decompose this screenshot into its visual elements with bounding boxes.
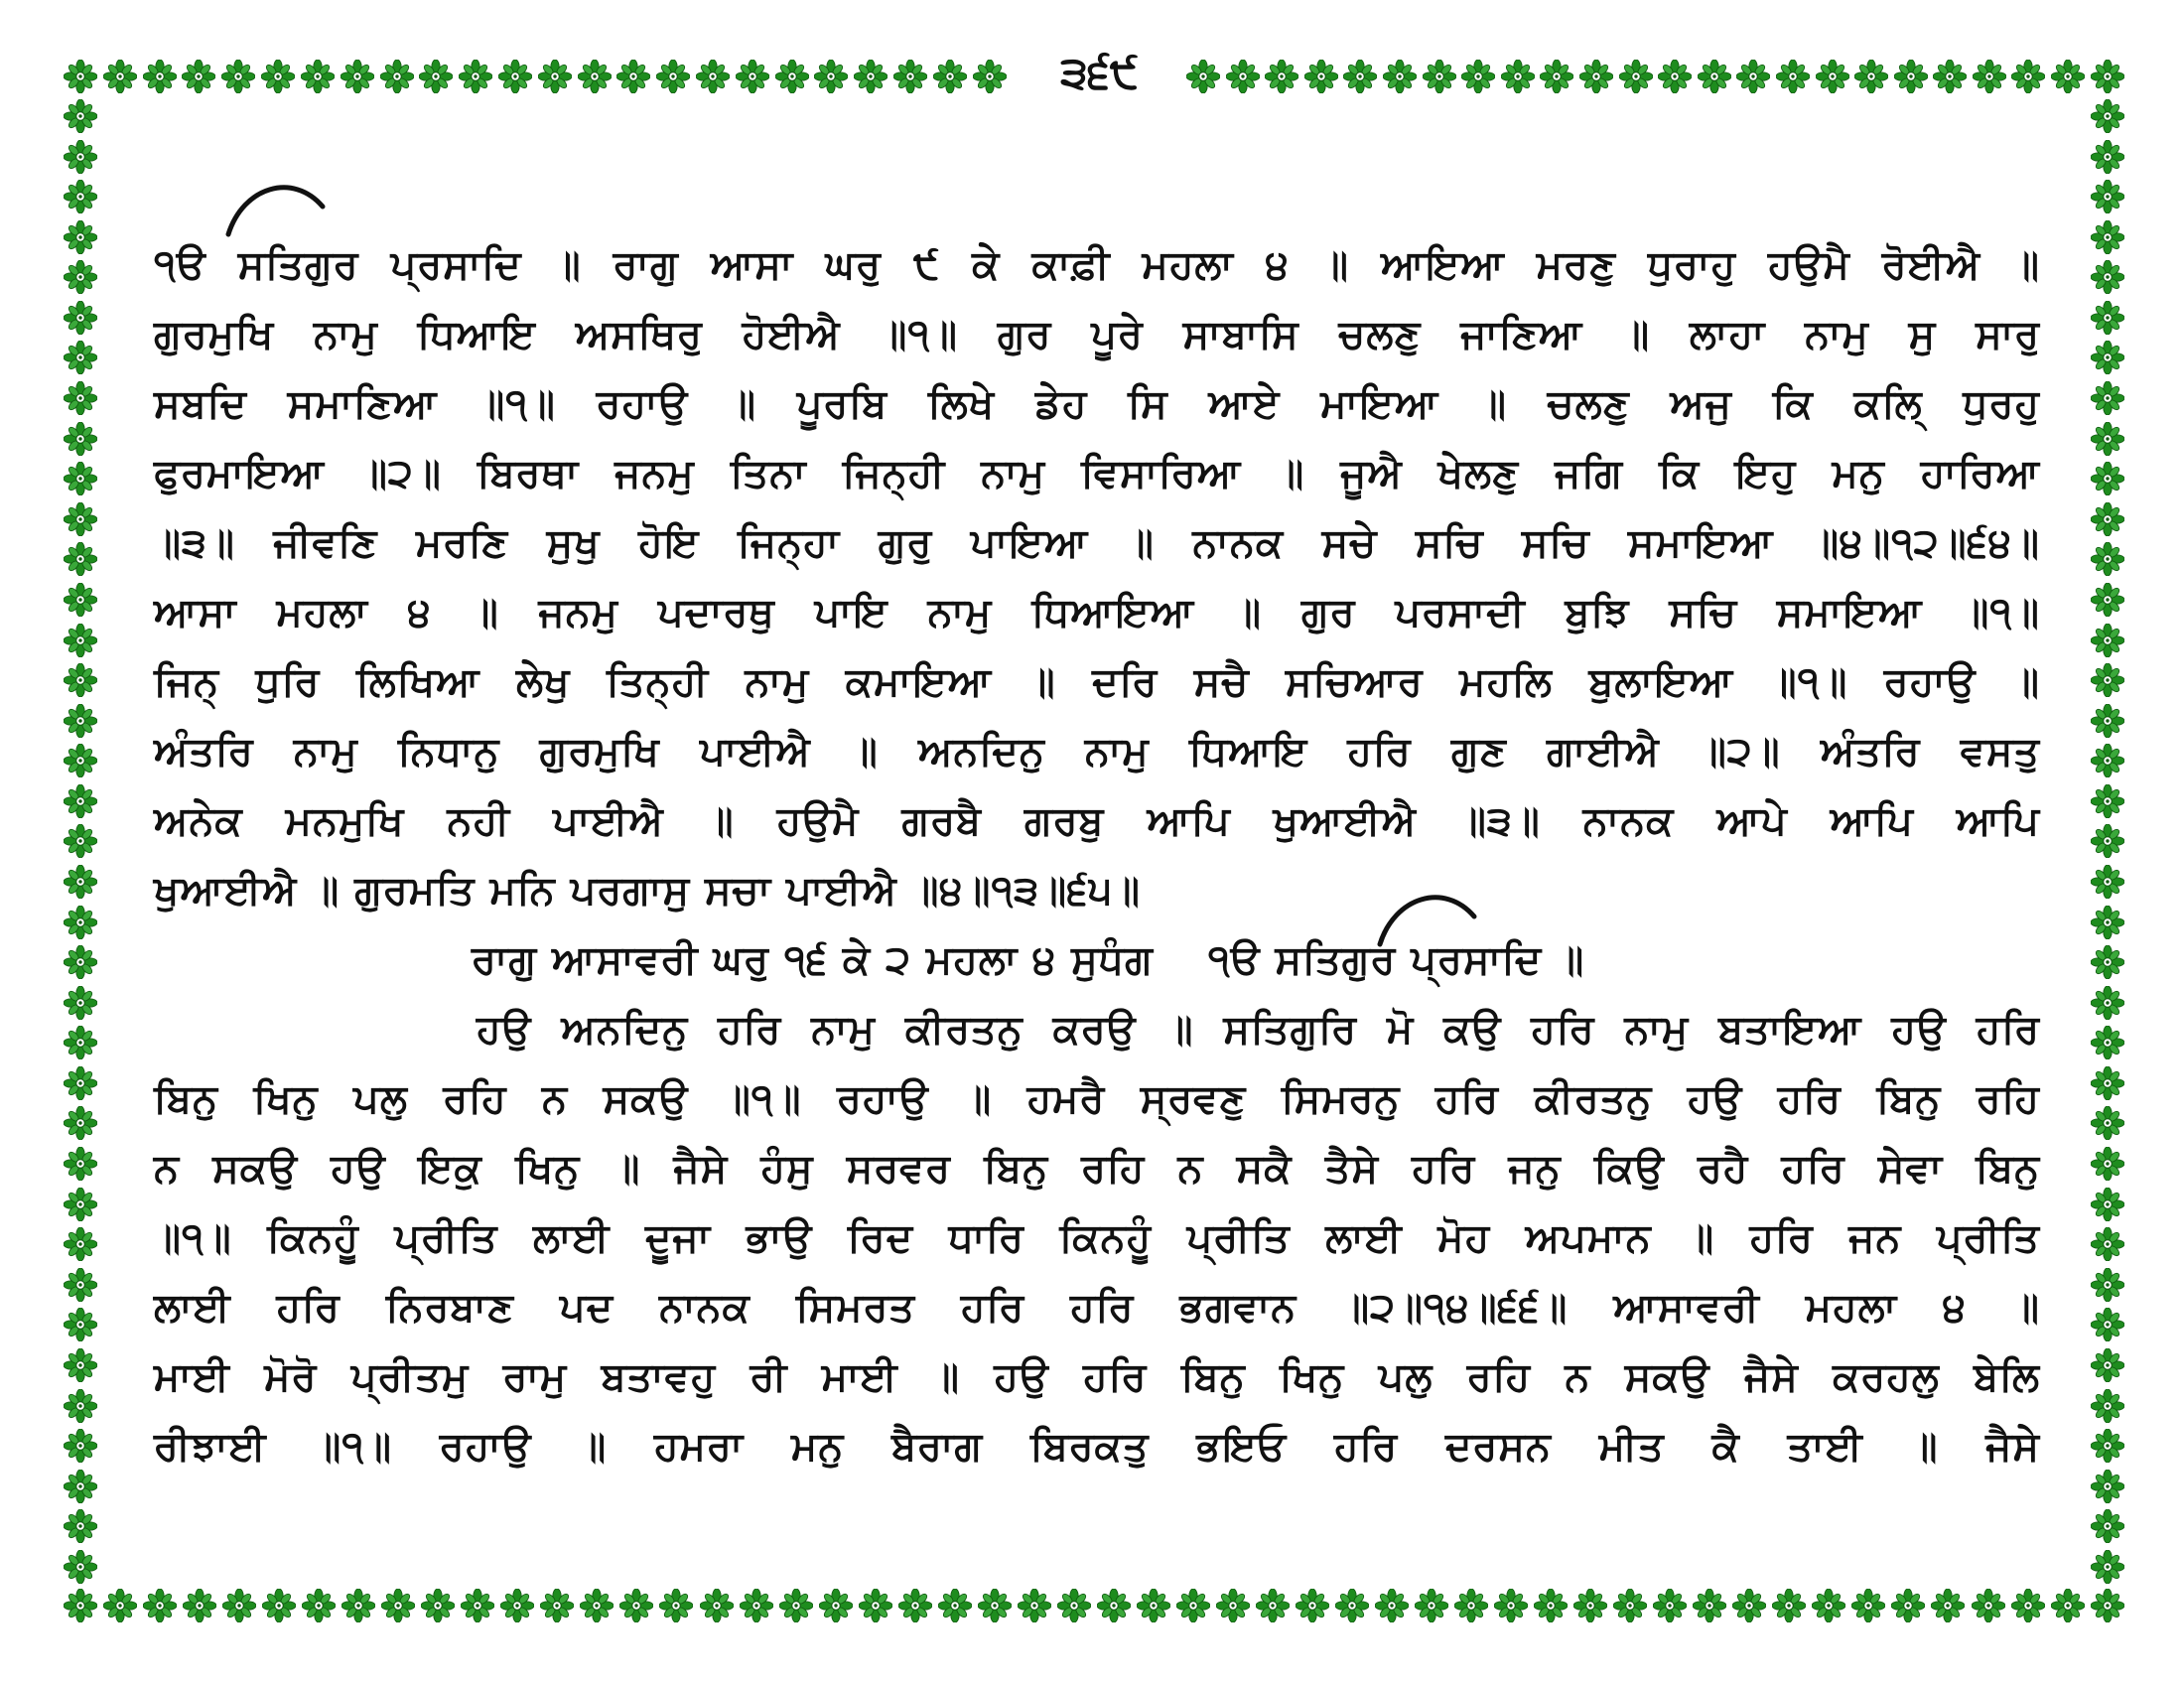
flower-ornament-icon <box>775 60 809 93</box>
flower-ornament-icon <box>301 60 335 93</box>
flower-ornament-icon <box>1693 1589 1726 1622</box>
flower-ornament-icon <box>64 1389 97 1423</box>
flower-ornament-icon <box>64 220 97 254</box>
flower-ornament-icon <box>1933 60 1967 93</box>
flower-ornament-icon <box>64 1227 97 1261</box>
flower-ornament-icon <box>2091 1106 2124 1140</box>
flower-ornament-icon <box>1226 60 1260 93</box>
flower-ornament-icon <box>1216 1589 1250 1622</box>
flower-ornament-icon <box>2091 1227 2124 1261</box>
flower-ornament-icon <box>2091 906 2124 939</box>
raag-heading-title: ਰਾਗੁ ਆਸਾਵਰੀ ਘਰੁ ੧੬ ਕੇ ੨ ਮਹਲਾ ੪ ਸੁਧੰਗ <box>472 937 1154 983</box>
flower-ornament-icon <box>1812 1589 1845 1622</box>
flower-ornament-icon <box>1097 1589 1131 1622</box>
flower-ornament-icon <box>2091 583 2124 617</box>
flower-ornament-icon <box>898 1589 932 1622</box>
flower-ornament-icon <box>2091 1147 2124 1181</box>
text-line: ਲਾਈ ਹਰਿ ਨਿਰਬਾਣ ਪਦ ਨਾਨਕ ਸਿਮਰਤ ਹਰਿ ਹਰਿ ਭਗਵਾਨ ॥੨॥੧੪॥੬੬॥ ਆਸਾਵਰੀ ਮਹਲਾ ੪ ॥ <box>154 1285 2040 1331</box>
flower-ornament-icon <box>2091 260 2124 294</box>
flower-ornament-icon <box>64 583 97 617</box>
text-line: ਗੁਰਮੁਖਿ ਨਾਮੁ ਧਿਆਇ ਅਸਥਿਰੁ ਹੋਈਐ ॥੧॥ ਗੁਰ ਪੂਰੇ ਸਾਬਾਸਿ ਚਲਣੁ ਜਾਣਿਆ ॥ ਲਾਹਾ ਨਾਮੁ ਸੁ ਸਾਰੁ <box>154 312 2040 357</box>
flower-ornament-icon <box>1296 1589 1329 1622</box>
flower-ornament-icon <box>64 422 97 456</box>
text-line: ॥੩॥ ਜੀਵਣਿ ਮਰਣਿ ਸੁਖੁ ਹੋਇ ਜਿਨ੍ਹਾ ਗੁਰੁ ਪਾਇਆ ॥ ਨਾਨਕ ਸਚੇ ਸਚਿ ਸਚਿ ਸਮਾਇਆ ॥੪॥੧੨॥੬੪॥ <box>154 520 2040 566</box>
flower-ornament-icon <box>1772 1589 1806 1622</box>
flower-ornament-icon <box>1383 60 1417 93</box>
flower-ornament-icon <box>143 60 177 93</box>
flower-ornament-icon <box>2091 381 2124 415</box>
flower-ornament-icon <box>64 1026 97 1059</box>
flower-ornament-icon <box>1736 60 1770 93</box>
flower-ornament-icon <box>64 663 97 697</box>
flower-ornament-icon <box>64 1188 97 1221</box>
flower-ornament-icon <box>381 1589 415 1622</box>
flower-ornament-icon <box>1579 60 1613 93</box>
flower-ornament-icon <box>1851 1589 1885 1622</box>
flower-ornament-icon <box>302 1589 336 1622</box>
flower-ornament-icon <box>1973 60 2006 93</box>
flower-ornament-icon <box>1573 1589 1607 1622</box>
text-line: ਅੰਤਰਿ ਨਾਮੁ ਨਿਧਾਨੁ ਗੁਰਮੁਖਿ ਪਾਈਐ ॥ ਅਨਦਿਨੁ ਨਾਮੁ ਧਿਆਇ ਹਰਿ ਗੁਣ ਗਾਈਐ ॥੨॥ ਅੰਤਰਿ ਵਸਤੁ <box>154 729 2040 774</box>
text-line: ਸਬਦਿ ਸਮਾਣਿਆ ॥੧॥ ਰਹਾਉ ॥ ਪੂਰਬਿ ਲਿਖੇ ਡੇਹ ਸਿ ਆਏ ਮਾਇਆ ॥ ਚਲਣੁ ਅਜੁ ਕਿ ਕਲਿ੍ ਧੁਰਹੁ <box>154 381 2040 427</box>
flower-ornament-icon <box>1776 60 1810 93</box>
flower-ornament-icon <box>978 1589 1012 1622</box>
flower-ornament-icon <box>143 1589 177 1622</box>
flower-ornament-icon <box>1057 1589 1091 1622</box>
flower-ornament-icon <box>700 1589 734 1622</box>
flower-ornament-icon <box>1176 1589 1210 1622</box>
flower-ornament-icon <box>64 1147 97 1181</box>
top-border-right <box>1186 60 2124 93</box>
flower-ornament-icon <box>1698 60 1731 93</box>
flower-ornament-icon <box>578 60 612 93</box>
flower-ornament-icon <box>64 865 97 899</box>
flower-ornament-icon <box>819 1589 853 1622</box>
flower-ornament-icon <box>1415 1589 1448 1622</box>
flower-ornament-icon <box>580 1589 614 1622</box>
text-line: ॥੧॥ ਕਿਨਹੂੰ ਪ੍ਰੀਤਿ ਲਾਈ ਦੂਜਾ ਭਾਉ ਰਿਦ ਧਾਰਿ ਕਿਨਹੂੰ ਪ੍ਰੀਤਿ ਲਾਈ ਮੋਹ ਅਪਮਾਨ ॥ ਹਰਿ ਜਨ ਪ੍ਰੀਤਿ <box>154 1215 2040 1261</box>
text-line: ਹਉ ਅਨਦਿਨੁ ਹਰਿ ਨਾਮੁ ਕੀਰਤਨੁ ਕਰਉ ॥ ਸਤਿਗੁਰਿ ਮੋ ਕਉ ਹਰਿ ਨਾਮੁ ਬਤਾਇਆ ਹਉ ਹਰਿ <box>477 1007 2040 1053</box>
flower-ornament-icon <box>2011 60 2045 93</box>
flower-ornament-icon <box>538 60 572 93</box>
flower-ornament-icon <box>2091 704 2124 738</box>
text-line: ਅਨੇਕ ਮਨਮੁਖਿ ਨਹੀ ਪਾਈਐ ॥ ਹਉਮੈ ਗਰਬੈ ਗਰਬੁ ਆਪਿ ਖੁਆਈਐ ॥੩॥ ਨਾਨਕ ਆਪੇ ਆਪਿ ਆਪਿ <box>154 798 2040 844</box>
text-line: ੧ੳ ਸਤਿਗੁਰ ਪ੍ਰਸਾਦਿ ॥ ਰਾਗੁ ਆਸਾ ਘਰੁ ੯ ਕੇ ਕਾਫ਼ੀ ਮਹਲਾ ੪ ॥ ਆਇਆ ਮਰਣੁ ਧੁਰਾਹੁ ਹਉਮੈ ਰੋਈਐ ॥ <box>154 242 2040 288</box>
flower-ornament-icon <box>64 99 97 133</box>
flower-ornament-icon <box>2091 1429 2124 1463</box>
flower-ornament-icon <box>2091 1066 2124 1100</box>
flower-ornament-icon <box>64 704 97 738</box>
flower-ornament-icon <box>1816 60 1849 93</box>
flower-ornament-icon <box>461 1589 494 1622</box>
flower-ornament-icon <box>1894 60 1928 93</box>
flower-ornament-icon <box>341 60 374 93</box>
flower-ornament-icon <box>64 906 97 939</box>
flower-ornament-icon <box>64 945 97 979</box>
flower-ornament-icon <box>2011 1589 2045 1622</box>
flower-ornament-icon <box>262 1589 296 1622</box>
flower-ornament-icon <box>380 60 414 93</box>
flower-ornament-icon <box>261 60 295 93</box>
flower-ornament-icon <box>616 60 650 93</box>
flower-ornament-icon <box>779 1589 813 1622</box>
flower-ornament-icon <box>1854 60 1888 93</box>
flower-ornament-icon <box>2091 180 2124 213</box>
scripture-text <box>154 230 2040 1481</box>
flower-ornament-icon <box>1653 1589 1687 1622</box>
flower-ornament-icon <box>2051 60 2085 93</box>
flower-ornament-icon <box>2091 663 2124 697</box>
flower-ornament-icon <box>182 60 215 93</box>
flower-ornament-icon <box>540 1589 574 1622</box>
flower-ornament-icon <box>222 1589 256 1622</box>
flower-ornament-icon <box>740 1589 773 1622</box>
flower-ornament-icon <box>2091 824 2124 858</box>
flower-ornament-icon <box>64 260 97 294</box>
flower-ornament-icon <box>973 60 1007 93</box>
flower-ornament-icon <box>64 744 97 777</box>
flower-ornament-icon <box>1137 1589 1170 1622</box>
flower-ornament-icon <box>933 60 967 93</box>
flower-ornament-icon <box>1891 1589 1925 1622</box>
flower-ornament-icon <box>2091 99 2124 133</box>
flower-ornament-icon <box>2091 624 2124 657</box>
flower-ornament-icon <box>64 784 97 818</box>
flower-ornament-icon <box>2091 301 2124 335</box>
flower-ornament-icon <box>64 1348 97 1382</box>
flower-ornament-icon <box>2091 341 2124 374</box>
flower-ornament-icon <box>2091 542 2124 576</box>
flower-ornament-icon <box>2091 986 2124 1020</box>
flower-ornament-icon <box>64 624 97 657</box>
mool-mantar-invocation: ੧ੳ ਸਤਿਗੁਰ ਪ੍ਰਸਾਦਿ ॥ <box>1207 937 1585 983</box>
text-line: ਰੀਝਾਈ ॥੧॥ ਰਹਾਉ ॥ ਹਮਰਾ ਮਨੁ ਬੈਰਾਗ ਬਿਰਕਤੁ ਭਇਓ ਹਰਿ ਦਰਸਨ ਮੀਤ ਕੈ ਤਾਈ ॥ ਜੈਸੇ <box>154 1424 2040 1470</box>
flower-ornament-icon <box>2091 1348 2124 1382</box>
flower-ornament-icon <box>619 1589 653 1622</box>
flower-ornament-icon <box>498 60 532 93</box>
flower-ornament-icon <box>1613 1589 1647 1622</box>
flower-ornament-icon <box>64 60 97 93</box>
flower-ornament-icon <box>64 1550 97 1584</box>
flower-ornament-icon <box>2091 945 2124 979</box>
flower-ornament-icon <box>64 1470 97 1503</box>
flower-ornament-icon <box>1265 60 1298 93</box>
flower-ornament-icon <box>2091 1188 2124 1221</box>
flower-ornament-icon <box>814 60 848 93</box>
flower-ornament-icon <box>1423 60 1456 93</box>
raag-heading <box>154 925 2040 995</box>
flower-ornament-icon <box>1972 1589 2005 1622</box>
flower-ornament-icon <box>659 1589 693 1622</box>
flower-ornament-icon <box>64 1589 97 1622</box>
flower-ornament-icon <box>341 1589 375 1622</box>
flower-ornament-icon <box>64 542 97 576</box>
ek-onkar-arc-icon <box>223 177 333 238</box>
flower-ornament-icon <box>2091 744 2124 777</box>
flower-ornament-icon <box>64 1268 97 1302</box>
flower-ornament-icon <box>2091 1308 2124 1341</box>
flower-ornament-icon <box>103 60 137 93</box>
left-border <box>64 99 97 1584</box>
flower-ornament-icon <box>1256 1589 1290 1622</box>
flower-ornament-icon <box>2091 1026 2124 1059</box>
flower-ornament-icon <box>64 140 97 174</box>
flower-ornament-icon <box>221 60 255 93</box>
text-line: ਮਾਈ ਮੋਰੋ ਪ੍ਰੀਤਮੁ ਰਾਮੁ ਬਤਾਵਹੁ ਰੀ ਮਾਈ ॥ ਹਉ ਹਰਿ ਬਿਨੁ ਖਿਨੁ ਪਲੁ ਰਹਿ ਨ ਸਕਉ ਜੈਸੇ ਕਰਹਲੁ ਬੇਲਿ <box>154 1354 2040 1400</box>
flower-ornament-icon <box>1375 1589 1409 1622</box>
flower-ornament-icon <box>459 60 492 93</box>
flower-ornament-icon <box>2091 462 2124 495</box>
flower-ornament-icon <box>1454 1589 1488 1622</box>
flower-ornament-icon <box>736 60 769 93</box>
flower-ornament-icon <box>1343 60 1377 93</box>
flower-ornament-icon <box>64 824 97 858</box>
flower-ornament-icon <box>64 341 97 374</box>
flower-ornament-icon <box>1304 60 1338 93</box>
bottom-border <box>64 1589 2124 1622</box>
flower-ornament-icon <box>1501 60 1535 93</box>
flower-ornament-icon <box>2091 502 2124 536</box>
flower-ornament-icon <box>2091 220 2124 254</box>
flower-ornament-icon <box>1335 1589 1369 1622</box>
flower-ornament-icon <box>64 986 97 1020</box>
flower-ornament-icon <box>2091 784 2124 818</box>
page-number: ੩੬੯ <box>1060 48 1139 98</box>
flower-ornament-icon <box>1732 1589 1766 1622</box>
flower-ornament-icon <box>2091 1589 2124 1622</box>
flower-ornament-icon <box>2091 1509 2124 1543</box>
flower-ornament-icon <box>2091 60 2124 93</box>
flower-ornament-icon <box>64 1066 97 1100</box>
right-border <box>2091 99 2124 1584</box>
text-line: ਆਸਾ ਮਹਲਾ ੪ ॥ ਜਨਮੁ ਪਦਾਰਥੁ ਪਾਇ ਨਾਮੁ ਧਿਆਇਆ ॥ ਗੁਰ ਪਰਸਾਦੀ ਬੁਝਿ ਸਚਿ ਸਮਾਇਆ ॥੧॥ <box>154 590 2040 635</box>
flower-ornament-icon <box>500 1589 534 1622</box>
flower-ornament-icon <box>2051 1589 2085 1622</box>
flower-ornament-icon <box>1534 1589 1568 1622</box>
top-border-left <box>64 60 1007 93</box>
flower-ornament-icon <box>183 1589 216 1622</box>
flower-ornament-icon <box>64 1429 97 1463</box>
flower-ornament-icon <box>1658 60 1692 93</box>
flower-ornament-icon <box>419 60 453 93</box>
text-line: ਖੁਆਈਐ ॥ ਗੁਰਮਤਿ ਮਨਿ ਪਰਗਾਸੁ ਸਚਾ ਪਾਈਐ ॥੪॥੧੩॥੬੫॥ <box>154 868 1141 914</box>
flower-ornament-icon <box>2091 140 2124 174</box>
flower-ornament-icon <box>938 1589 972 1622</box>
flower-ornament-icon <box>1540 60 1573 93</box>
flower-ornament-icon <box>64 301 97 335</box>
flower-ornament-icon <box>103 1589 137 1622</box>
flower-ornament-icon <box>64 462 97 495</box>
flower-ornament-icon <box>854 60 887 93</box>
flower-ornament-icon <box>2091 865 2124 899</box>
flower-ornament-icon <box>64 381 97 415</box>
flower-ornament-icon <box>64 502 97 536</box>
flower-ornament-icon <box>859 1589 892 1622</box>
text-line: ਫੁਰਮਾਇਆ ॥੨॥ ਬਿਰਥਾ ਜਨਮੁ ਤਿਨਾ ਜਿਨ੍ਹੀ ਨਾਮੁ ਵਿਸਾਰਿਆ ॥ ਜੂਐ ਖੇਲਣੁ ਜਗਿ ਕਿ ਇਹੁ ਮਨੁ ਹਾਰਿਆ <box>154 451 2040 496</box>
flower-ornament-icon <box>1931 1589 1965 1622</box>
flower-ornament-icon <box>1494 1589 1528 1622</box>
text-line: ਨ ਸਕਉ ਹਉ ਇਕੁ ਖਿਨੁ ॥ ਜੈਸੇ ਹੰਸੁ ਸਰਵਰ ਬਿਨੁ ਰਹਿ ਨ ਸਕੈ ਤੈਸੇ ਹਰਿ ਜਨੁ ਕਿਉ ਰਹੈ ਹਰਿ ਸੇਵਾ ਬਿਨੁ <box>154 1146 2040 1192</box>
flower-ornament-icon <box>696 60 730 93</box>
flower-ornament-icon <box>1461 60 1495 93</box>
flower-ornament-icon <box>2091 1389 2124 1423</box>
flower-ornament-icon <box>2091 1470 2124 1503</box>
flower-ornament-icon <box>1018 1589 1051 1622</box>
flower-ornament-icon <box>64 1308 97 1341</box>
text-line: ਬਿਨੁ ਖਿਨੁ ਪਲੁ ਰਹਿ ਨ ਸਕਉ ॥੧॥ ਰਹਾਉ ॥ ਹਮਰੈ ਸ੍ਰਵਣੁ ਸਿਮਰਨੁ ਹਰਿ ਕੀਰਤਨੁ ਹਉ ਹਰਿ ਬਿਨੁ ਰਹਿ <box>154 1076 2040 1122</box>
flower-ornament-icon <box>2091 422 2124 456</box>
flower-ornament-icon <box>2091 1268 2124 1302</box>
flower-ornament-icon <box>421 1589 455 1622</box>
flower-ornament-icon <box>893 60 927 93</box>
flower-ornament-icon <box>64 180 97 213</box>
flower-ornament-icon <box>64 1106 97 1140</box>
flower-ornament-icon <box>64 1509 97 1543</box>
flower-ornament-icon <box>656 60 690 93</box>
flower-ornament-icon <box>1186 60 1220 93</box>
flower-ornament-icon <box>1619 60 1653 93</box>
flower-ornament-icon <box>2091 1550 2124 1584</box>
text-line: ਜਿਨ੍ ਧੁਰਿ ਲਿਖਿਆ ਲੇਖੁ ਤਿਨ੍ਹੀ ਨਾਮੁ ਕਮਾਇਆ ॥ ਦਰਿ ਸਚੈ ਸਚਿਆਰ ਮਹਲਿ ਬੁਲਾਇਆ ॥੧॥ ਰਹਾਉ ॥ <box>154 659 2040 705</box>
